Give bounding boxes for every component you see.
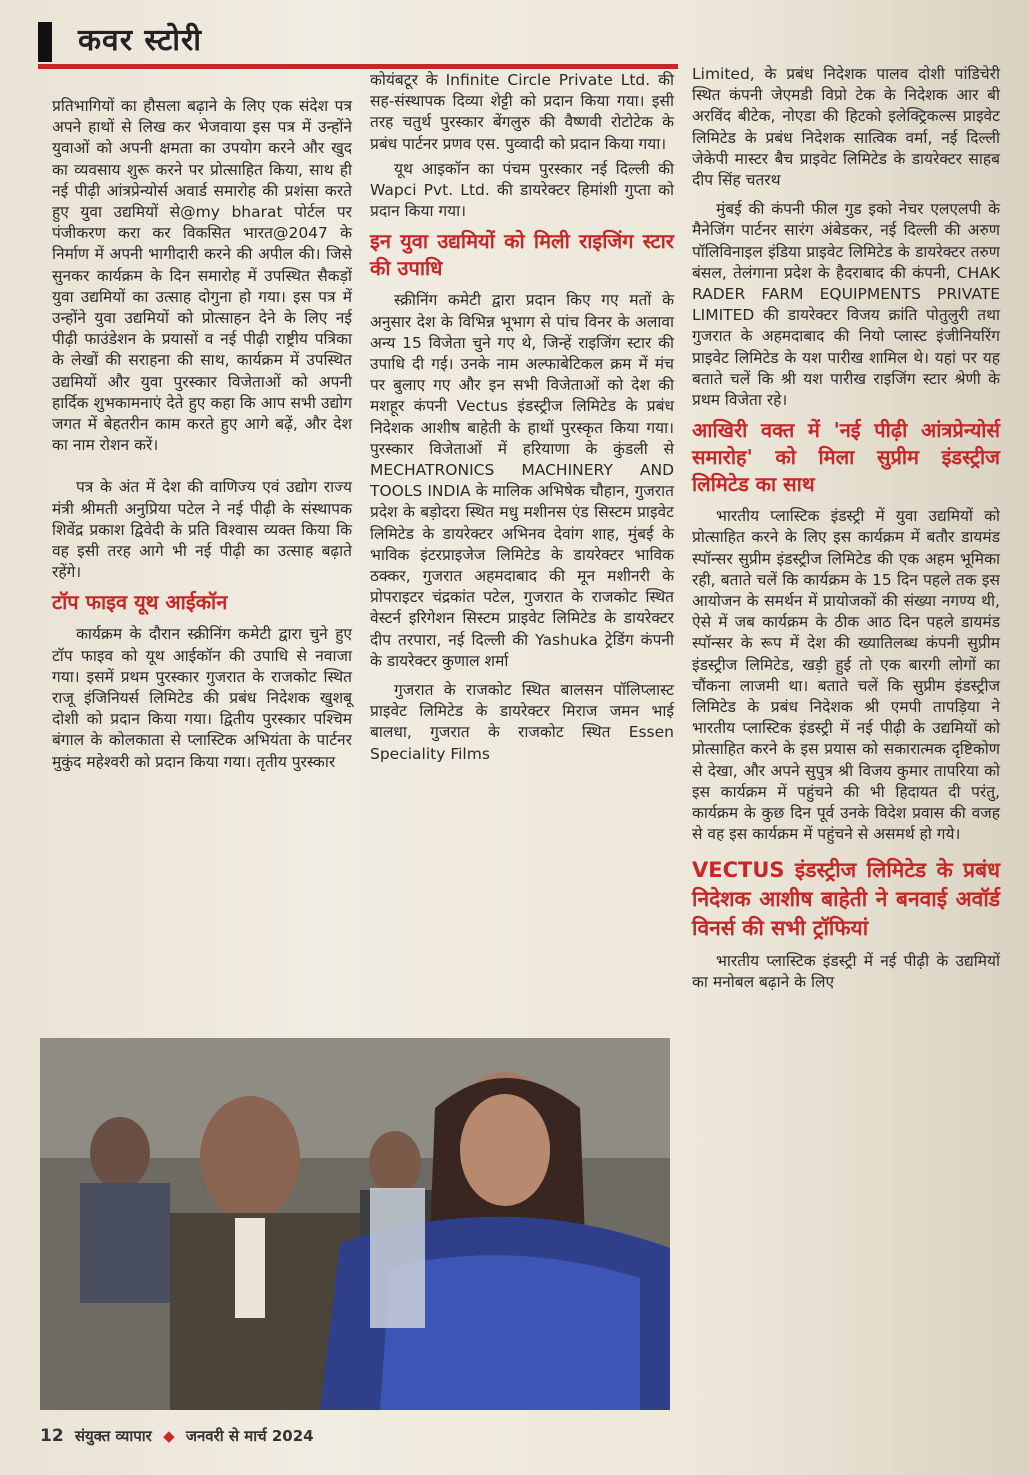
- col2-heading: इन युवा उद्यमियों को मिली राइजिंग स्टार की उपाधि: [370, 229, 674, 281]
- column-1: [52, 96, 352, 773]
- page-number: 12: [40, 1426, 64, 1446]
- magazine-name: संयुक्त व्यापार: [74, 1427, 152, 1445]
- col1-heading: टॉप फाइव यूथ आईकॉन: [52, 590, 228, 615]
- col3-paragraph-1: Limited, के प्रबंध निदेशक पालव दोशी पांडिचेरी स्थित कंपनी जेएमडी विप्रो टेक के निदेशक आर बी अरविंद बीटेक, नोएडा की हिटको इलेक्ट्रिकल्स प्राइवेट लिमिटेड के प्रबंध निदेशक सात्विक वर्मा, नई दिल्ली जेकेपी मास्टर बैच प्राइवेट लिमिटेड के डायरेक्टर साहब दीप सिंह चतरथ: [692, 65, 1000, 190]
- column-2: [370, 70, 674, 765]
- award-photo: [40, 1038, 670, 1410]
- header-bar: [38, 22, 52, 62]
- header-rule: [38, 64, 678, 69]
- col2-paragraph-1: कोयंबटूर के Infinite Circle Private Ltd. की सह-संस्थापक दिव्या शेट्टी को प्रदान किया गया। इसी तरह चतुर्थ पुरस्कार बेंगलुरु की वैष्णवी रोटोटेक के प्रबंध पार्टनर प्रणव एस. पुव्वादी को प्रदान किया गया।: [370, 71, 674, 153]
- col1-paragraph-2: पत्र के अंत में देश की वाणिज्य एवं उद्योग राज्य मंत्री श्रीमती अनुप्रिया पटेल ने नई पीढ़ी के संस्थापक शिवेंद्र प्रकाश द्विवेदी के प्रति विश्वास व्यक्त किया कि वह इसी तरह आगे भी नई पीढ़ी का उत्साह बढ़ाते रहेंगे।: [52, 478, 352, 582]
- col3-paragraph-2: मुंबई की कंपनी फील गुड इको नेचर एलएलपी के मैनेजिंग पार्टनर सारंग अंबेडकर, नई दिल्ली की अरुण पॉलिविनाइल इंडिया प्राइवेट लिमिटेड के डायरेक्टर तरुण बंसल, तेलंगाना प्रदेश के हैदराबाद की कंपनी, CHAK RADER FARM EQUIPMENTS PRIVATE LIMITED की डायरेक्टर विजय क्रांति पोतुलुरी तथा गुजरात के अहमदाबाद की नियो प्लास्ट इंजीनियरिंग प्राइवेट लिमिटेड के यश पारीख शामिल थे। यहां पर यह बताते चलें कि श्री यश पारीख राइजिंग स्टार श्रेणी के प्रथम विजेता रहे।: [692, 200, 1000, 410]
- column-3: [692, 64, 1000, 993]
- col3-paragraph-3: भारतीय प्लास्टिक इंडस्ट्री में युवा उद्यमियों को प्रोत्साहित करने के लिए इस कार्यक्रम में बतौर डायमंड स्पॉन्सर सुप्रीम इंडस्ट्रीज लिमिटेड की एक अहम भूमिका रही, बताते चलें कि कार्यक्रम के 15 दिन पहले तक इस आयोजन के समर्थन में प्रायोजकों की संख्या नगण्य थी, ऐसे में जब कार्यक्रम के ठीक आठ दिन पहले डायमंड स्पॉन्सर के रूप में देश की ख्यातिलब्ध कंपनी सुप्रीम इंडस्ट्रीज लिमिटेड, खड़ी हुई तो एक बारगी लोगों का चौंकना लाजमी था। बताते चलें कि सुप्रीम इंडस्ट्रीज लिमिटेड के प्रबंध निदेशक श्री एमपी तापड़िया ने भारतीय प्लास्टिक इंडस्ट्री में नई पीढ़ी के उद्यमियों को प्रोत्साहित करने के इस प्रयास को सकारात्मक दृष्टिकोण से देखा, और अपने सुपुत्र श्री विजय कुमार तापरिया को इस कार्यक्रम में पहुंचने की भी हिदायत दी परंतु, कार्यक्रम के कुछ दिन पूर्व उनके विदेश प्रवास की वजह से वह इस कार्यक्रम में पहुंचने से असमर्थ हो गये।: [692, 507, 1000, 844]
- col3-heading-2: VECTUS इंडस्ट्रीज लिमिटेड के प्रबंध निदेशक आशीष बाहेती ने बनवाई अवॉर्ड विनर्स की सभी ट्रॉफियां: [692, 857, 1000, 940]
- diamond-icon: ◆: [163, 1427, 175, 1445]
- col1-paragraph-1: प्रतिभागियों का हौसला बढ़ाने के लिए एक संदेश पत्र अपने हाथों से लिख कर भेजवाया इस पत्र में उन्होंने युवाओं को अपनी क्षमता का उपयोग करने और खुद का व्यवसाय शुरू करने पर प्रोत्साहित किया, साथ ही नई पीढ़ी आंत्रप्रेन्योर्स अवार्ड समारोह की प्रशंसा करते हुए युवा उद्यमियों से@my bharat पोर्टल पर पंजीकरण करा कर विकसित भारत@2047 के निर्माण में अपनी भागीदारी करने की अपील की। जिसे सुनकर कार्यक्रम के दिन समारोह में उपस्थित सैकड़ों युवा उद्यमियों का उत्साह दोगुना हो गया। इस पत्र में उन्होंने युवा उद्यमियों को प्रोत्साहन देने के लिए नई पीढ़ी फाउंडेशन के प्रयासों व नई पीढ़ी राष्ट्रीय पत्रिका के लेखों की सराहना की साथ, कार्यक्रम में उपस्थित उद्यमियों और युवा पुरस्कार विजेताओं को अपनी हार्दिक शुभकामनाएं देते हुए कहा कि आप सभी उद्योग जगत में बेहतरीन काम करते हुए आगे बढ़ें, और देश का नाम रोशन करें।: [52, 97, 352, 455]
- col2-paragraph-3: स्क्रीनिंग कमेटी द्वारा प्रदान किए गए मतों के अनुसार देश के विभिन्न भूभाग से पांच विनर के अलावा अन्य 15 विजेता चुने गए थे, जिन्हें राइजिंग स्टार की उपाधि दी गई। उनके नाम अल्फाबेटिकल क्रम में मंच पर बुलाए गए और इन सभी विजेताओं को देश की मशहूर कंपनी Vectus इंडस्ट्रीज लिमिटेड के प्रबंध निदेशक आशीष बाहेती के हाथों पुरस्कृत किया गया। पुरस्कार विजेताओं में हरियाणा के कुंडली से MECHATRONICS MACHINERY AND TOOLS INDIA के मालिक अभिषेक चौहान, गुजरात प्रदेश के बड़ोदरा स्थित मधु मशीनस एंड सिस्टम प्राइवेट लिमिटेड के डायरेक्टर अभिनव देवांग शाह, मुंबई के भाविक इंटरप्राइजेज लिमिटेड के डायरेक्टर भाविक ठक्कर, गुजरात अहमदाबाद की मून मशीनरी के प्रोपराइटर चंद्रकांत पटेल, गुजरात के राजकोट स्थित वेस्टर्न इरिगेशन सिस्टम प्राइवेट लिमिटेड के डायरेक्टर दीप तरपारा, नई दिल्ली की Yashuka ट्रेडिंग कंपनी के डायरेक्टर कुणाल शर्मा: [370, 291, 674, 670]
- col3-heading-1: आखिरी वक्त में 'नई पीढ़ी आंत्रप्रेन्योर्स समारोह' को मिला सुप्रीम इंडस्ट्रीज लिमिटेड का साथ: [692, 418, 1000, 497]
- col2-paragraph-4: गुजरात के राजकोट स्थित बालसन पॉलिप्लास्ट प्राइवेट लिमिटेड के डायरेक्टर मिराज जमन भाई बालधा, गुजरात के राजकोट स्थित Essen Speciality Films: [370, 681, 674, 763]
- section-title: कवर स्टोरी: [78, 23, 203, 58]
- col2-paragraph-2: यूथ आइकॉन का पंचम पुरस्कार नई दिल्ली की Wapci Pvt. Ltd. की डायरेक्टर हिमांशी गुप्ता को प्रदान किया गया।: [370, 159, 674, 221]
- issue-date: जनवरी से मार्च 2024: [185, 1427, 314, 1445]
- page-footer: [40, 1426, 314, 1446]
- col3-paragraph-4: भारतीय प्लास्टिक इंडस्ट्री में नई पीढ़ी के उद्यमियों का मनोबल बढ़ाने के लिए: [692, 951, 1000, 991]
- col1-paragraph-3: कार्यक्रम के दौरान स्क्रीनिंग कमेटी द्वारा चुने हुए टॉप फाइव को यूथ आईकॉन की उपाधि से नवाजा गया। इसमें प्रथम पुरस्कार गुजरात के राजकोट स्थित राजू इंजिनियर्स लिमिटेड की प्रबंध निदेशक खुशबू दोशी को प्रदान किया गया। द्वितीय पुरस्कार पश्चिम बंगाल के कोलकाता से प्लास्टिक अभियंता के पार्टनर मुकुंद महेश्वरी को प्रदान किया गया। तृतीय पुरस्कार: [52, 625, 352, 771]
- award-photo-illustration: [40, 1038, 670, 1410]
